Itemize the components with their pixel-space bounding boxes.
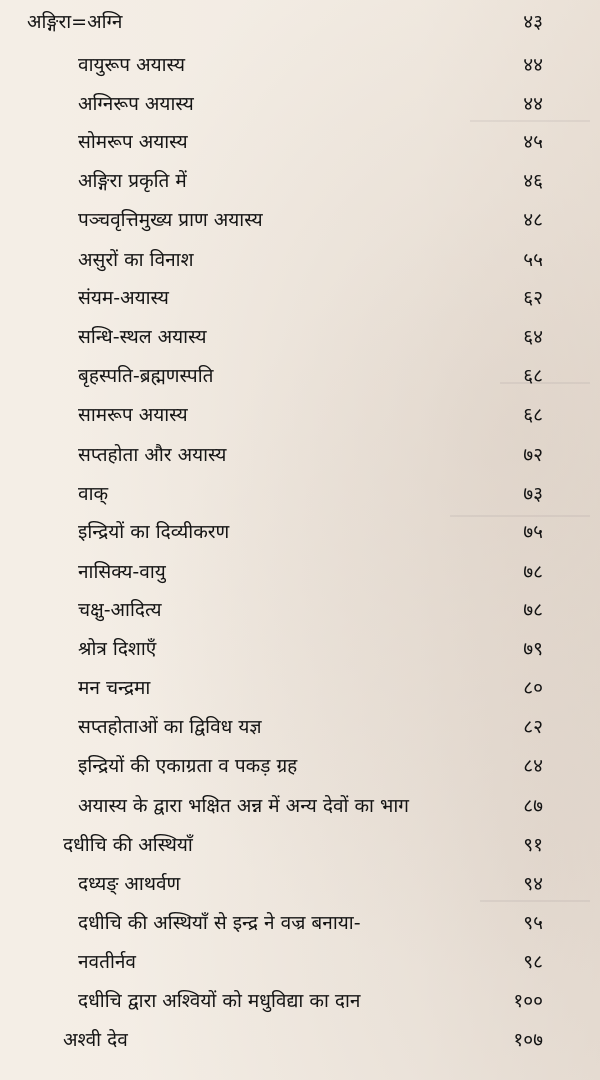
toc-entry-title: दधीचि की अस्थियाँ से इन्द्र ने वज्र बनाया- [78, 912, 361, 934]
toc-entry-title: दध्यङ् आथर्वण [78, 873, 181, 895]
toc-entry-title: अश्वी देव [63, 1029, 128, 1051]
toc-entry-page: ७९ [523, 638, 543, 660]
toc-entry [0, 317, 600, 357]
toc-entry-title: वाक् [78, 483, 109, 505]
toc-entry [0, 552, 600, 592]
toc-entry [0, 45, 600, 85]
toc-entry-title: अग्निरूप अयास्य [78, 93, 194, 115]
toc-entry-title: दधीचि द्वारा अश्वियों को मधुविद्या का दान [78, 990, 361, 1012]
toc-entry [0, 668, 600, 708]
toc-entry-title: सन्धि-स्थल अयास्य [78, 326, 207, 348]
toc-entry-page: ७८ [523, 561, 543, 583]
toc-entry-title: संयम-अयास्य [78, 287, 169, 309]
toc-entry [0, 903, 600, 943]
toc-entry-title: वायुरूप अयास्य [78, 54, 185, 76]
toc-entry [0, 122, 600, 162]
toc-entry-page: ८७ [523, 795, 543, 817]
toc-entry [0, 2, 600, 42]
toc-entry-page: १०० [513, 990, 543, 1012]
toc-entry-title: इन्द्रियों का दिव्यीकरण [78, 521, 230, 543]
toc-entry [0, 1020, 600, 1060]
toc-entry-page: ६८ [523, 404, 543, 426]
toc-entry-title: बृहस्पति-ब्रह्मणस्पति [78, 365, 214, 387]
toc-entry-title: सामरूप अयास्य [78, 404, 188, 426]
toc-entry [0, 825, 600, 865]
toc-entry [0, 512, 600, 552]
toc-entry-title: अङ्गिरा प्रकृति में [78, 170, 187, 192]
toc-entry-page: ८४ [523, 755, 543, 777]
toc-entry-title: सप्तहोता और अयास्य [78, 444, 227, 466]
toc-entry-title: सप्तहोताओं का द्विविध यज्ञ [78, 716, 262, 738]
toc-entry-title: श्रोत्र दिशाएँ [78, 638, 157, 660]
toc-entry-title: मन चन्द्रमा [78, 677, 151, 699]
toc-entry-page: ९५ [523, 912, 543, 934]
toc-entry-page: ४३ [523, 11, 543, 33]
toc-entry-page: ४८ [523, 209, 543, 231]
toc-entry [0, 942, 600, 982]
toc-entry-page: ९८ [523, 951, 543, 973]
toc-entry [0, 200, 600, 240]
toc-entry [0, 474, 600, 514]
toc-entry-page: ५५ [523, 249, 543, 271]
toc-entry [0, 161, 600, 201]
toc-entry [0, 240, 600, 280]
toc-entry [0, 590, 600, 630]
toc-entry-title: इन्द्रियों की एकाग्रता व पकड़ ग्रह [78, 755, 298, 777]
toc-entry-page: ४४ [523, 54, 543, 76]
toc-entry-page: ६४ [523, 326, 543, 348]
toc-entry-title: सोमरूप अयास्य [78, 131, 188, 153]
toc-entry-page: ९४ [523, 873, 543, 895]
toc-entry-title: अङ्गिरा=अग्नि [27, 11, 123, 33]
toc-entry-page: ४५ [523, 131, 543, 153]
toc-entry-title: अयास्य के द्वारा भक्षित अन्न में अन्य देवों का भाग [78, 795, 409, 817]
toc-entry-title: चक्षु-आदित्य [78, 599, 162, 621]
toc-entry-page: ७३ [523, 483, 543, 505]
toc-entry-title: नवतीर्नव [78, 951, 136, 973]
toc-entry [0, 278, 600, 318]
toc-entry-page: ४६ [523, 170, 543, 192]
toc-entry [0, 981, 600, 1021]
toc-entry-page: ४४ [523, 93, 543, 115]
toc-entry [0, 707, 600, 747]
toc-entry-title: दधीचि की अस्थियाँ [63, 834, 193, 856]
toc-entry [0, 356, 600, 396]
toc-entry-title: असुरों का विनाश [78, 249, 194, 271]
toc-entry [0, 84, 600, 124]
toc-entry-page: १०७ [513, 1029, 543, 1051]
toc-entry [0, 864, 600, 904]
toc-entry [0, 786, 600, 826]
toc-entry [0, 435, 600, 475]
toc-entry-page: ७८ [523, 599, 543, 621]
toc-entry-title: नासिक्य-वायु [78, 561, 166, 583]
toc-entry-page: ६२ [523, 287, 543, 309]
toc-entry-page: ७५ [523, 521, 543, 543]
toc-entry-title: पञ्चवृत्तिमुख्य प्राण अयास्य [78, 209, 263, 231]
toc-entry-page: ८० [523, 677, 543, 699]
toc-entry [0, 746, 600, 786]
toc-entry-page: ८२ [523, 716, 543, 738]
toc-entry-page: ७२ [523, 444, 543, 466]
toc-entry [0, 395, 600, 435]
toc-entry-page: ६८ [523, 365, 543, 387]
toc-entry [0, 629, 600, 669]
toc-entry-page: ९१ [523, 834, 543, 856]
